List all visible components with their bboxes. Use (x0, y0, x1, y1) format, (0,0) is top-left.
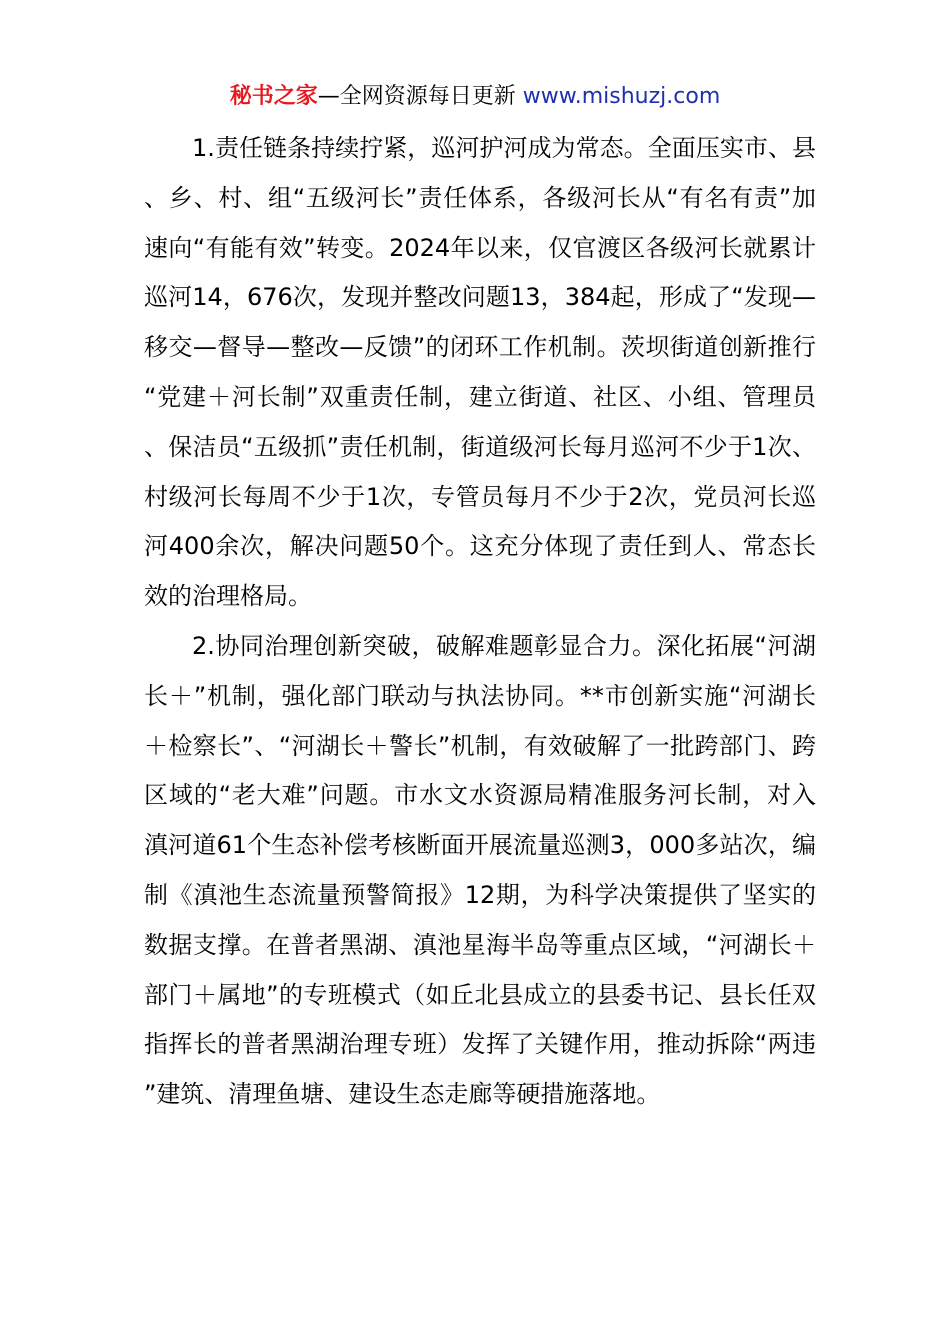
site-url-link[interactable]: www.mishuzj.com (522, 84, 721, 109)
paragraph-collaborative-governance: 2.协同治理创新突破，破解难题彰显合力。深化拓展“河湖长＋”机制，强化部门联动与执法协同。**市创新实施“河湖长＋检察长”、“河湖长＋警长”机制，有效破解了一批跨部门、跨区域的“老大难”问题。市水文水资源局精准服务河长制，对入滇河道61个生态补偿考核断面开展流量巡测3，000多站次，编制《滇池生态流量预警简报》12期，为科学决策提供了坚实的数据支撑。在普者黑湖、滇池星海半岛等重点区域，“河湖长＋部门＋属地”的专班模式（如丘北县成立的县委书记、县长任双指挥长的普者黑湖治理专班）发挥了关键作用，推动拆除“两违”建筑、清理鱼塘、建设生态走廊等硬措施落地。 (144, 631, 816, 1109)
header-tagline: —全网资源每日更新 (317, 84, 523, 109)
paragraph-responsibility-chain: 1.责任链条持续拧紧，巡河护河成为常态。全面压实市、县、乡、村、组“五级河长”责任体系，各级河长从“有名有责”加速向“有能有效”转变。2024年以来，仅官渡区各级河长就累计巡河14，676次，发现并整改问题13，384起，形成了“发现—移交—督导—整改—反馈”的闭环工作机制。茨坝街道创新推行“党建＋河长制”双重责任制，建立街道、社区、小组、管理员、保洁员“五级抓”责任机制，街道级河长每月巡河不少于1次、村级河长每周不少于1次，专管员每月不少于2次，党员河长巡河400余次，解决问题50个。这充分体现了责任到人、常态长效的治理格局。 (144, 134, 816, 611)
document-body (144, 124, 816, 1120)
brand-name: 秘书之家 (229, 84, 318, 109)
page-header (0, 80, 950, 114)
